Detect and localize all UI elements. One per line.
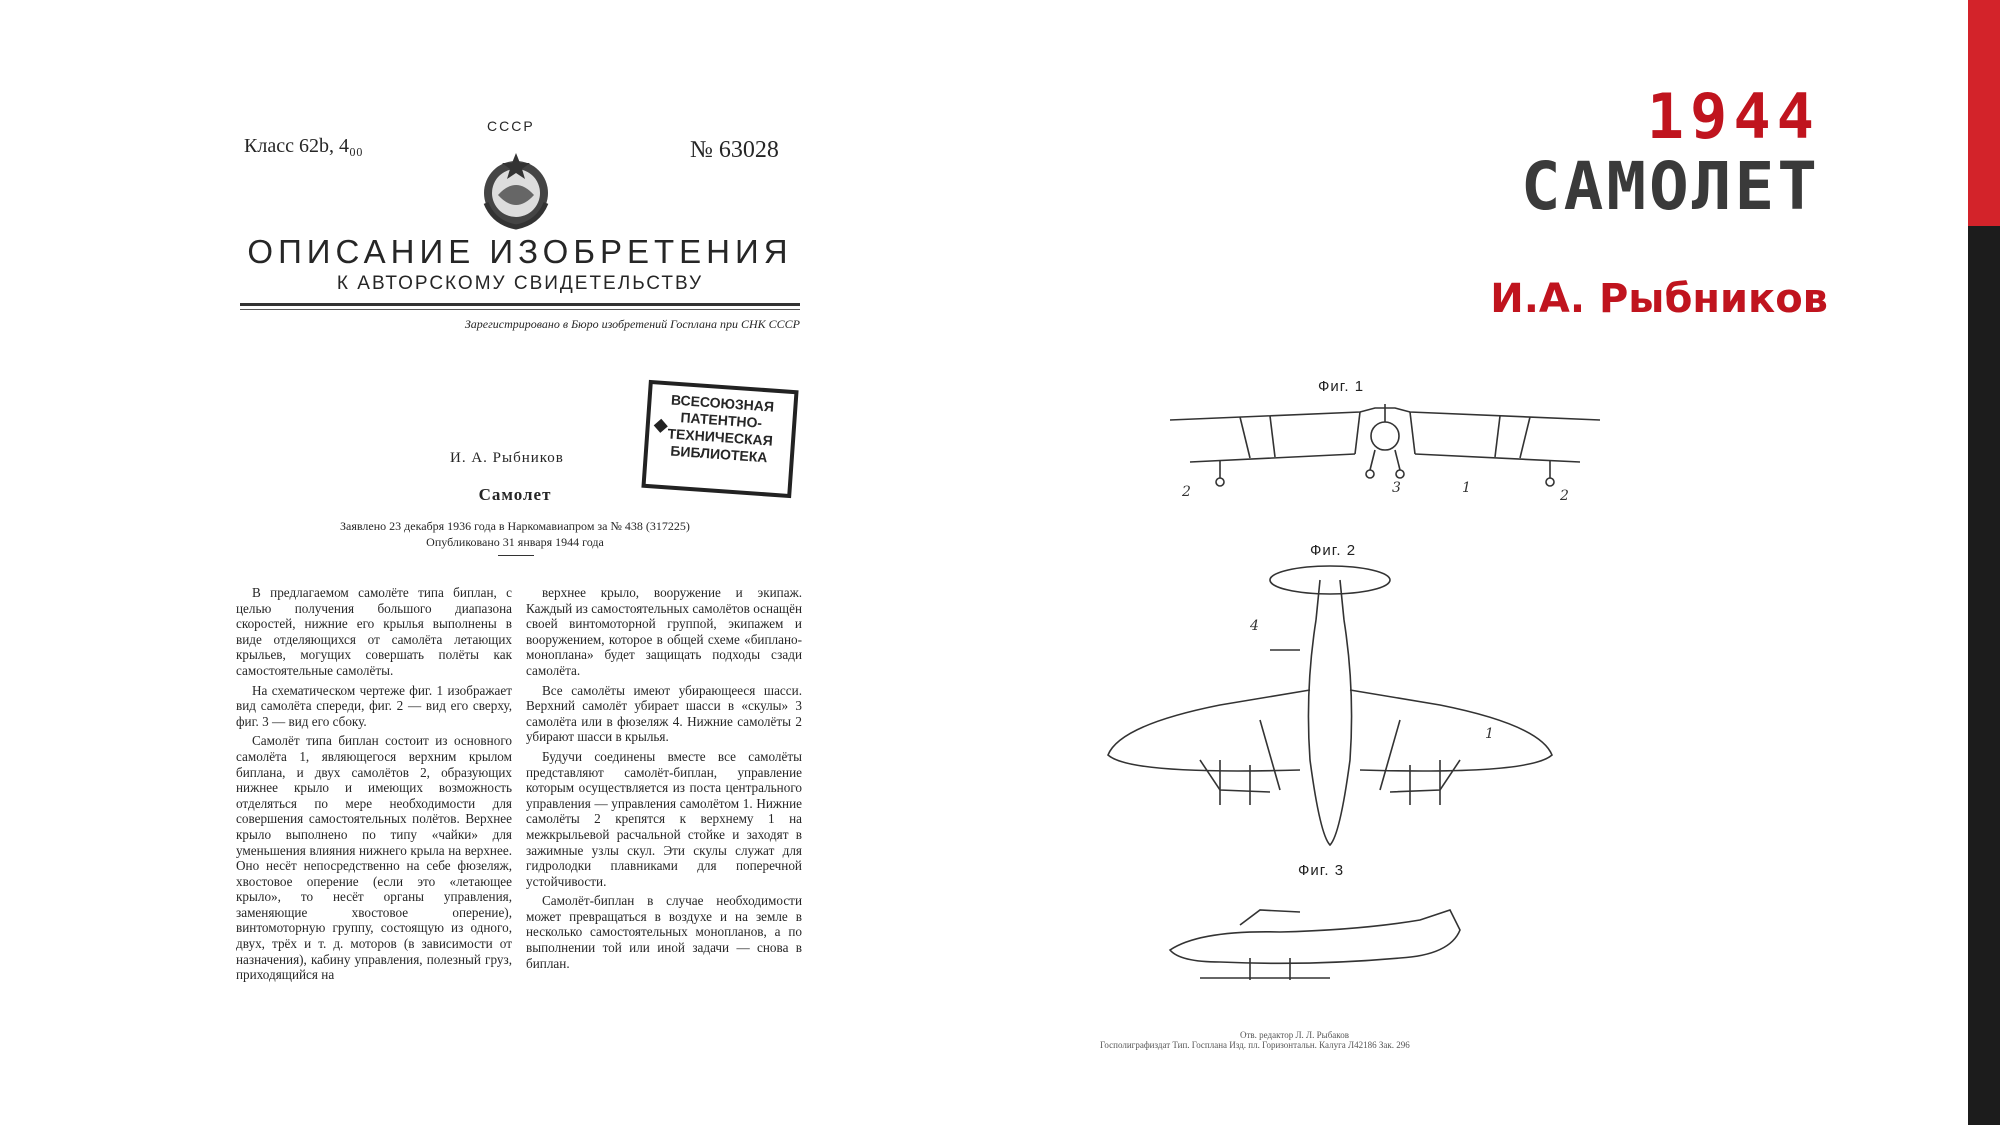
- subject-title: САМОЛЕТ: [1520, 148, 1820, 225]
- published-date: Опубликовано 31 января 1944 года: [426, 535, 604, 549]
- stamp-line: ТЕХНИЧЕСКАЯ: [667, 425, 774, 449]
- patent-drawings: [1080, 370, 1580, 1070]
- text-column-left: [236, 585, 512, 987]
- figure-label: Фиг. 1: [1318, 378, 1365, 395]
- paragraph: На схематическом чертеже фиг. 1 изображает вид самолёта спереди, фиг. 2 — вид его сверху, фиг. 3 — вид его сбоку.: [236, 682, 512, 729]
- author-name: И.А. Рыбников: [1490, 276, 1828, 322]
- callout-label: 2: [1182, 484, 1191, 500]
- patent-heading: Самолет: [478, 485, 552, 504]
- figure-label: Фиг. 3: [1298, 862, 1345, 879]
- front-view-drawing: [1160, 400, 1640, 510]
- patent-document: [230, 115, 800, 1075]
- patent-class: Класс 62b, 4₀₀: [244, 135, 363, 157]
- callout-label: 2: [1560, 488, 1569, 504]
- patent-title: ОПИСАНИЕ ИЗОБРЕТЕНИЯ: [247, 233, 793, 270]
- patent-subtitle: К АВТОРСКОМУ СВИДЕТЕЛЬСТВУ: [336, 273, 704, 294]
- imprint: [1100, 1030, 1560, 1050]
- paragraph: Будучи соединены вместе все самолёты представляют самолёт-биплан, управление которым осуществляется из поста центрального управления — управления самолётом 1. Нижние самолёты 2 крепятся к верхнему 1 на межкрыльевой расчальной стойке и заходят в зажимные узлы скул. Эти скулы служат для гидролодки плавниками для поперечной устойчивости.: [526, 748, 802, 889]
- divider-rule: [498, 555, 534, 556]
- callout-label: 4: [1250, 618, 1259, 634]
- paragraph: верхнее крыло, вооружение и экипаж. Каждый из самостоятельных самолётов оснащён своей винтомоторной группой, экипажем и вооружением, которое в общей схеме «биплано-моноплана» будет защищать подходы сзади самолёта.: [526, 585, 802, 678]
- paragraph: Самолёт типа биплан состоит из основного самолёта 1, являющегося верхним крылом биплана, и двух самолётов 2, образующих нижнее крыло и имеющих возможность отделяться по мере необходимости для совершения самостоятельных полётов. Верхнее крыло выполнено по типу «чайки» для уменьшения влияния нижнего крыла на верхнее. Оно несёт непосредственно на себе фюзеляж, хвостовое оперение (если это «летающее крыло», то несёт органы управления, заменяющие хвостовое оперение), винтомоторную группу, состоящую из одного, двух, трёх и т. д. моторов (в зависимости от назначения), кабину управления, полезный груз, приходящийся на: [236, 733, 512, 983]
- patent-author: И. А. Рыбников: [450, 450, 564, 466]
- registration-note: Зарегистрировано в Бюро изобретений Госплана при СНК СССР: [464, 317, 800, 331]
- patent-number: № 63028: [690, 137, 779, 163]
- divider-rule: [240, 303, 800, 306]
- top-view-drawing: [1100, 560, 1560, 850]
- side-view-drawing: [1160, 900, 1480, 1010]
- paragraph: Самолёт-биплан в случае необходимости может превращаться в воздухе и на земле в несколько самостоятельных монопланов, а по выполнении той или иной задачи — снова в биплан.: [526, 893, 802, 971]
- stamp-line: ПАТЕНТНО-: [680, 409, 763, 431]
- text-column-right: [526, 585, 802, 975]
- imprint-line: Отв. редактор Л. Л. Рыбаков: [1240, 1030, 1349, 1040]
- callout-label: 1: [1485, 726, 1494, 742]
- callout-label: 3: [1392, 480, 1401, 496]
- paragraph: Все самолёты имеют убирающееся шасси. Верхний самолёт убирает шасси в «скулы» 3 самолёта или в фюзеляж 4. Нижние самолёты 2 убирают шасси в крылья.: [526, 682, 802, 745]
- figure-label: Фиг. 2: [1310, 542, 1357, 559]
- callout-label: 1: [1462, 480, 1471, 496]
- accent-stripe-red: [1968, 0, 2000, 226]
- stamp-line: ВСЕСОЮЗНАЯ: [670, 391, 775, 415]
- paragraph: В предлагаемом самолёте типа биплан, с целью получения большого диапазона скоростей, нижние его крылья выполнены в виде отделяющихся от самолёта летающих крыльев, могущих совершать полёты как самостоятельные самолёты.: [236, 585, 512, 678]
- library-stamp: [641, 380, 798, 498]
- patent-country: СССР: [487, 118, 535, 134]
- imprint-line: Госполиграфиздат Тип. Госплана Изд. пл. Горизонтальн. Калуга Л42186 Зак. 296: [1100, 1040, 1410, 1050]
- accent-stripe-dark: [1968, 226, 2000, 1125]
- ussr-emblem-icon: [472, 145, 560, 233]
- divider-rule: [240, 309, 800, 310]
- stamp-line: БИБЛИОТЕКА: [669, 442, 768, 466]
- applied-date: Заявлено 23 декабря 1936 года в Наркомавиапром за № 438 (317225): [340, 519, 690, 533]
- year-title: 1944: [1646, 80, 1820, 153]
